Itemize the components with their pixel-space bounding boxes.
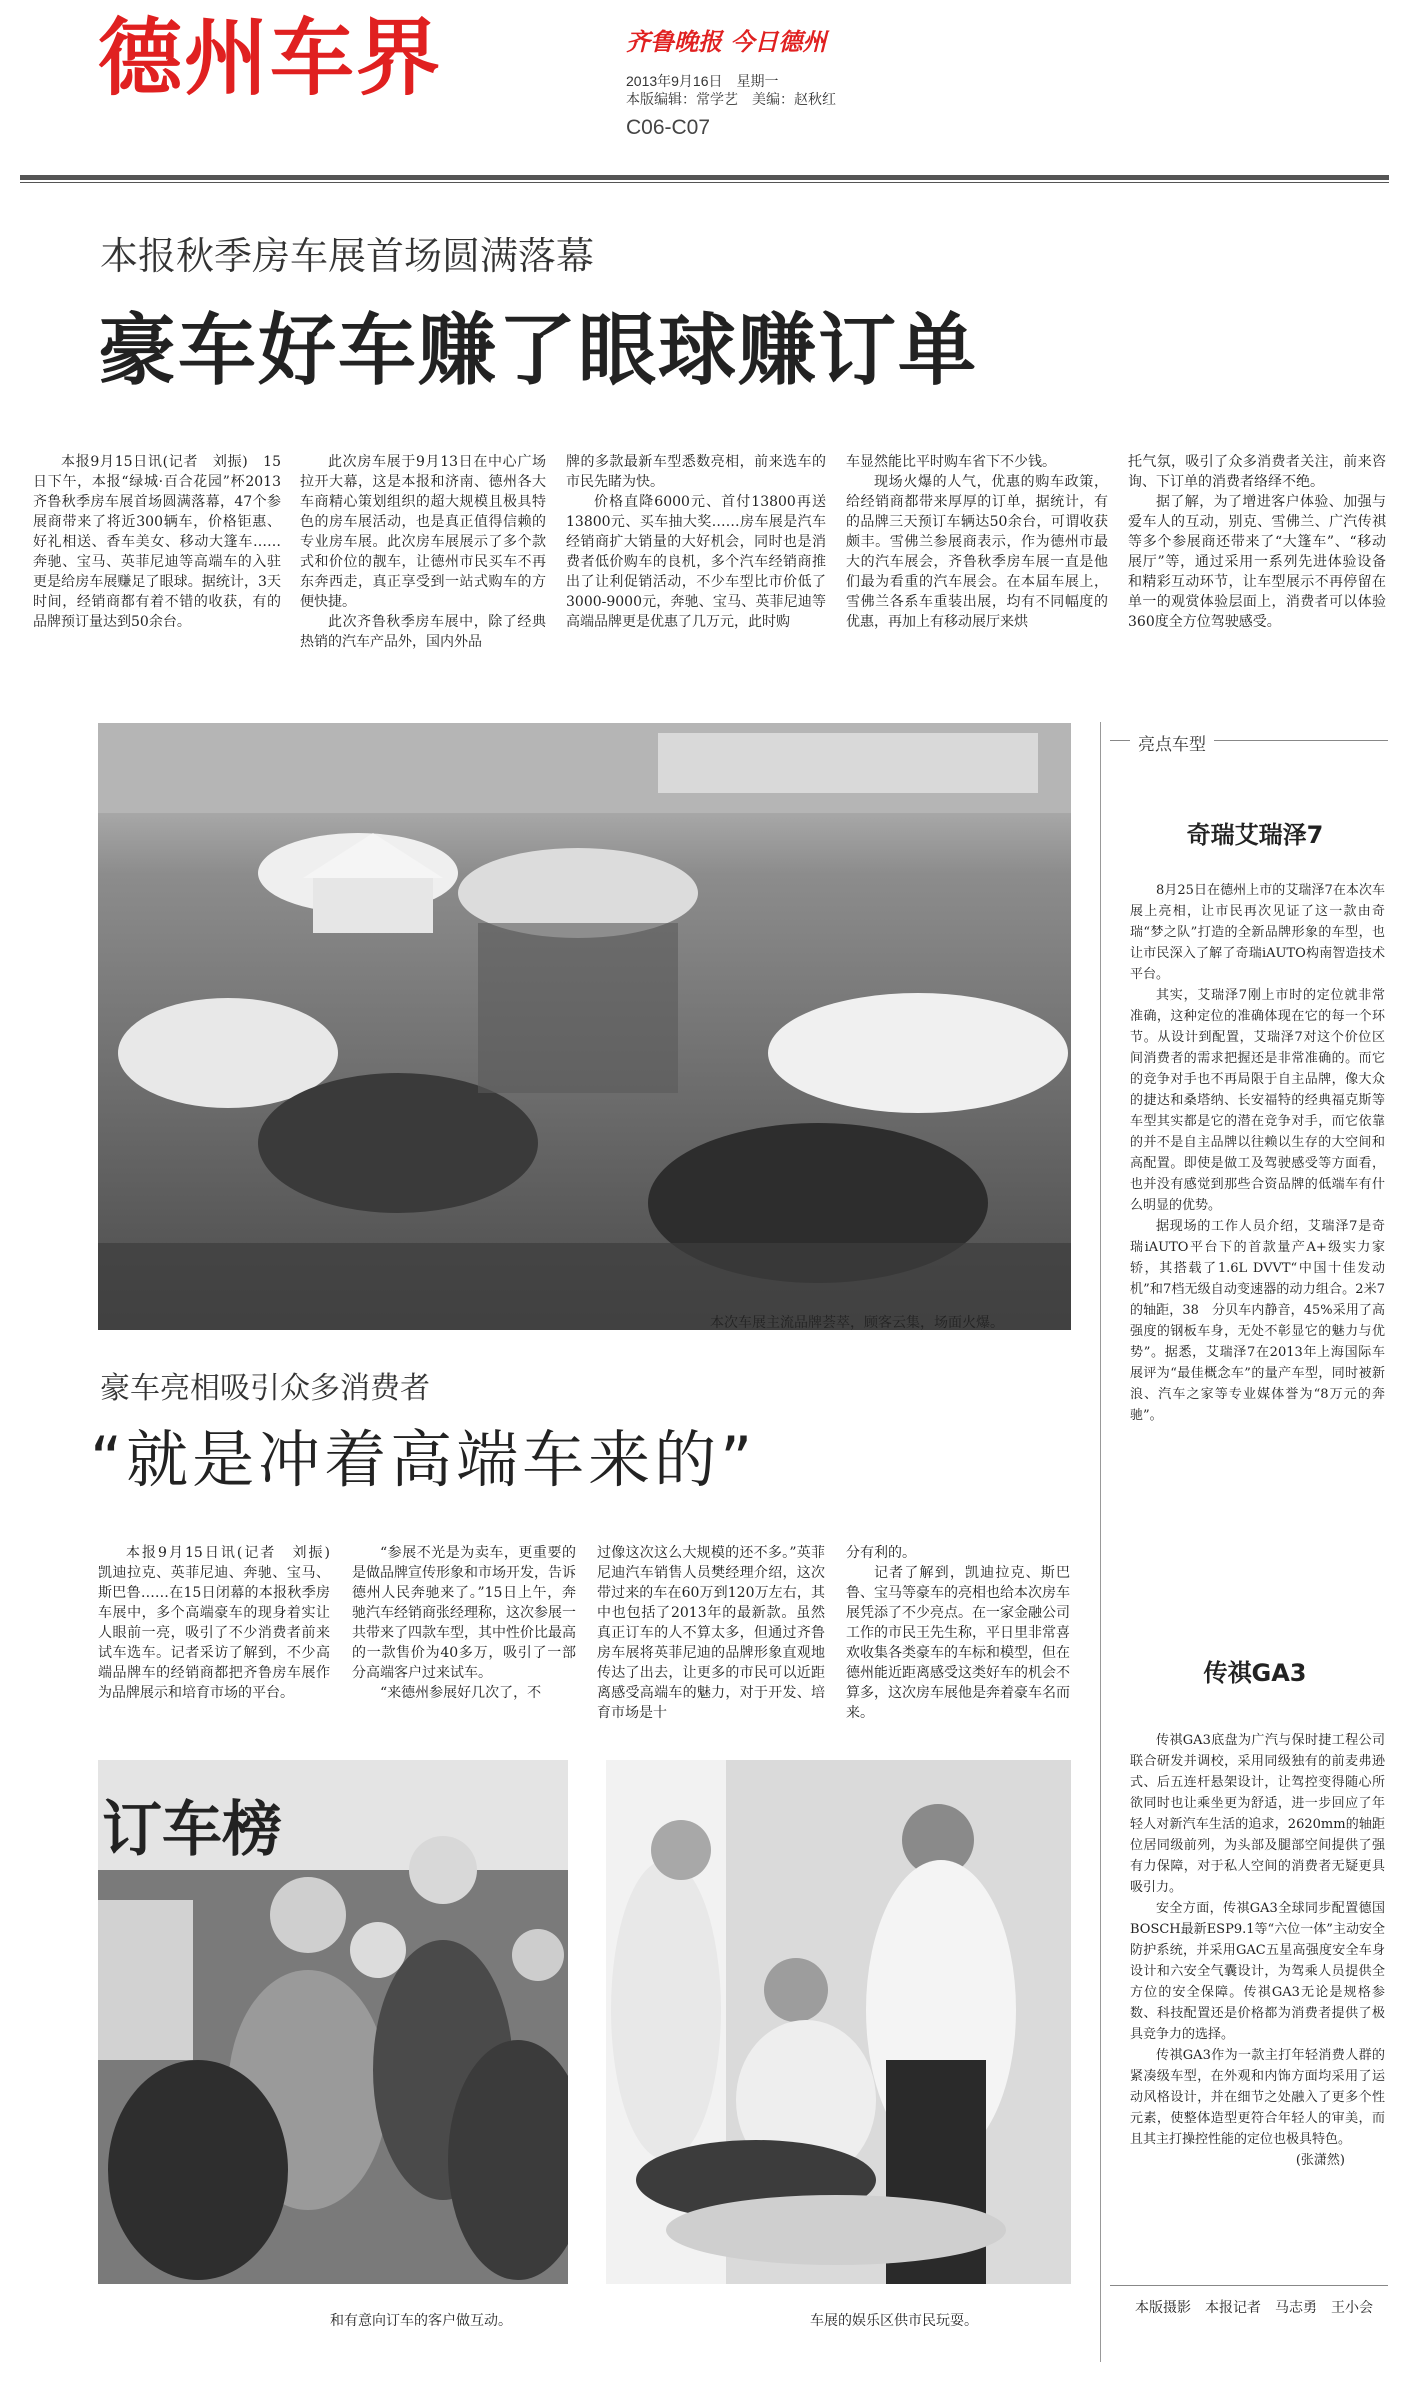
lead-column-3 <box>566 452 826 632</box>
lead-kicker: 本报秋季房车展首场圆满落幕 <box>100 234 595 278</box>
lead-column-5 <box>1128 452 1386 632</box>
second-column-4 <box>846 1543 1070 1723</box>
lead-col2-p2: 此次齐鲁秋季房车展中，除了经典热销的汽车产品外，国内外品 <box>300 614 546 650</box>
second-col4-p2: 记者了解到，凯迪拉克、斯巴鲁、宝马等豪车的亮相也给本次房车展凭添了不少亮点。在一家金融公司工作的市民王先生称，平日里非常喜欢收集各类豪车的车标和模型，但在德州能近距离感受这类好车的机会不算多，这次房车展他是奔着豪车名而来。 <box>846 1565 1070 1721</box>
second-col3-p1: 过像这次这么大规模的还不多。”英菲尼迪汽车销售人员樊经理介绍，这次带过来的车在60万到120万左右，其中也包括了2013年的最新款。虽然真正订车的人不算太多，但通过齐鲁房车展将英菲尼迪的品牌形象直观地传达了出去，让更多的市民可以近距离感受高端车的魅力，对于开发、培育市场是十 <box>597 1545 825 1721</box>
lead-headline: 豪车好车赚了眼球赚订单 <box>98 306 979 396</box>
car1-p3: 据现场的工作人员介绍，艾瑞泽7是奇瑞iAUTO平台下的首款量产A+级实力家轿，其搭载了1.6L DVVT“中国十佳发动机”和7档无级自动变速器的动力组合。2米7的轴距，38 分贝车内静音，45%采用了高强度的钢板车身，无处不彰显它的魅力与优势”。据悉，艾瑞泽7在2013年上海国际车展评为“最佳概念车”的量产车型，同时被新浪、汽车之家等专业媒体誉为“8万元的奔驰”。 <box>1130 1219 1385 1423</box>
entertainment-area-photo-graphic <box>606 1760 1071 2284</box>
lead-col5-p2: 据了解，为了增进客户体验、加强与爱车人的互动，别克、雪佛兰、广汽传祺等多个参展商还带来了“大篷车”、“移动展厅”等，通过采用一系列先进体验设备和精彩互动环节，让车型展示不再停留在单一的观赏体验层面上，消费者可以体验360度全方位驾驶感受。 <box>1128 494 1386 630</box>
photo-credit: 本版摄影 本报记者 马志勇 王小会 <box>1135 2300 1373 2316</box>
issue-date: 2013年9月16日 星期一 <box>626 73 779 89</box>
lead-col1-p1: 本报9月15日讯(记者 刘振) 15日下午，本报“绿城·百合花园”杯2013齐鲁秋季房车展首场圆满落幕，47个参展商带来了将近300辆车，价格钜惠、好礼相送、香车美女、移动大篷车……奔驰、宝马、英菲尼迪等高端车的入驻更是给房车展赚足了眼球。据统计，3天时间，经销商都有着不错的收获，有的品牌预订量达到50余台。 <box>33 454 281 630</box>
lead-col3-p2: 价格直降6000元、首付13800再送13800元、买车抽大奖……房车展是汽车经销商扩大销量的大好机会，同时也是消费者低价购车的良机，多个汽车经销商推出了让利促销活动，不少车型比市价低了3000-9000元，奔驰、宝马、英菲尼迪等高端品牌更是优惠了几万元，此时购 <box>566 494 826 630</box>
second-col1-p1: 本报9月15日讯(记者 刘振) 凯迪拉克、英菲尼迪、奔驰、宝马、斯巴鲁……在15日闭幕的本报秋季房车展中，多个高端豪车的现身着实让人眼前一亮，吸引了不少消费者前来试车选车。记者采访了解到，不少高端品牌车的经销商都把齐鲁房车展作为品牌展示和培育市场的平台。 <box>98 1545 344 1701</box>
right-photo-caption: 车展的娱乐区供市民玩耍。 <box>810 2313 978 2329</box>
lead-photo-caption: 本次车展主流品牌荟萃，顾客云集，场面火爆。 <box>710 1315 1004 1331</box>
header-rule-thin <box>20 182 1389 183</box>
car2-byline: (张潇然) <box>1295 2153 1345 2168</box>
sidebar-car1-body <box>1130 880 1385 1426</box>
second-col4-p1: 分有利的。 <box>846 1545 916 1561</box>
issue-editors: 本版编辑：常学艺 美编：赵秋红 <box>626 91 836 107</box>
sidebar-car1-title: 奇瑞艾瑞泽7 <box>1186 821 1324 849</box>
sidebar-divider <box>1100 722 1101 2362</box>
car2-p3: 传祺GA3作为一款主打年轻消费人群的紧凑级车型，在外观和内饰方面均采用了运动风格设计，并在细节之处融入了更多个性元素，使整体造型更符合年轻人的审美，而且其主打操控性能的定位也极具特色。 <box>1130 2048 1385 2147</box>
customer-interaction-photo <box>98 1760 568 2284</box>
second-col2-p2: “来德州参展好几次了，不 <box>380 1685 542 1701</box>
lead-column-4 <box>846 452 1108 632</box>
carshow-crowd-photo-graphic <box>98 723 1071 1330</box>
second-kicker: 豪车亮相吸引众多消费者 <box>100 1371 430 1406</box>
issue-meta <box>626 72 836 108</box>
sidebar-section-label: 亮点车型 <box>1130 730 1214 755</box>
car1-p1: 8月25日在德州上市的艾瑞泽7在本次车展上亮相，让市民再次见证了这一款由奇瑞“梦之队”打造的全新品牌形象的车型，也让市民深入了解了奇瑞iAUTO构南智造技术平台。 <box>1130 883 1385 982</box>
lead-col4-p1: 车显然能比平时购车省下不少钱。 <box>846 454 1056 470</box>
lead-column-2 <box>300 452 546 652</box>
entertainment-area-photo <box>606 1760 1071 2284</box>
lead-col2-p1: 此次房车展于9月13日在中心广场拉开大幕，这是本报和济南、德州各大车商精心策划组织的超大规模且极具特色的房车展活动，也是真正值得信赖的专业房车展。此次房车展展示了多个款式和价位的靓车，让德州市民买车不再东奔西走，真正享受到一站式购车的方便快捷。 <box>300 454 546 610</box>
carshow-crowd-photo <box>98 723 1071 1330</box>
second-column-3 <box>597 1543 825 1723</box>
lead-col4-p2: 现场火爆的人气，优惠的购车政策，给经销商都带来厚厚的订单，据统计，有的品牌三天预订车辆达50余台，可谓收获颇丰。雪佛兰参展商表示，作为德州市最大的汽车展会，齐鲁秋季房车展一直是他们最为看重的汽车展会。在本届车展上，雪佛兰各系车重装出展，均有不同幅度的优惠，再加上有移动展厅来烘 <box>846 474 1108 630</box>
car2-p2: 安全方面，传祺GA3全球同步配置德国BOSCH最新ESP9.1等“六位一体”主动安全防护系统，并采用GAC五星高强度安全车身设计和六安全气囊设计，为驾乘人员提供全方位的安全保障。传祺GA3无论是规格参数、科技配置还是价格都为消费者提供了极具竞争力的选择。 <box>1130 1901 1385 2042</box>
second-column-2 <box>352 1543 576 1703</box>
car2-p1: 传祺GA3底盘为广汽与保时捷工程公司联合研发并调校，采用同级独有的前麦弗逊式、后五连杆悬架设计，让驾控变得随心所欲同时也让乘坐更为舒适，进一步回应了年轻人对新汽车生活的追求，2620mm的轴距位居同级前列，为头部及腿部空间提供了强有力保障，对于私人空间的消费者无疑更具吸引力。 <box>1130 1733 1385 1895</box>
page-range: C06-C07 <box>626 116 711 139</box>
sidebar-car2-title: 传祺GA3 <box>1203 1659 1307 1687</box>
lead-col3-p1: 牌的多款最新车型悉数亮相，前来选车的市民先睹为快。 <box>566 454 826 490</box>
second-col2-p1: “参展不光是为卖车，更重要的是做品牌宣传形象和市场开发，告诉德州人民奔驰来了。”15日上午，奔驰汽车经销商张经理称，这次参展一共带来了四款车型，其中性价比最高的一款售价为40多万，吸引了一部分高端客户过来试车。 <box>352 1545 576 1681</box>
header-rule <box>20 175 1389 180</box>
second-column-1 <box>98 1543 344 1703</box>
sidebar-car2-body <box>1130 1730 1385 2171</box>
order-board-sign: 订车榜 <box>102 1795 282 1865</box>
masthead-title: 德州车界 <box>98 9 443 107</box>
paper-logo: 齐鲁晚报 今日德州 <box>626 27 827 56</box>
second-headline: “就是冲着高端车来的” <box>90 1423 757 1496</box>
car1-p2: 其实，艾瑞泽7刚上市时的定位就非常准确，这种定位的准确体现在它的每一个环节。从设计到配置，艾瑞泽7对这个价位区间消费者的需求把握还是非常准确的。而它的竞争对手也不再局限于自主品牌，像大众的捷达和桑塔纳、长安福特的经典福克斯等车型其实都是它的潜在竞争对手，而它依靠的并不是自主品牌以往赖以生存的大空间和高配置。即使是做工及驾驶感受等方面看，也并没有感觉到那些合资品牌的低端车有什么明显的优势。 <box>1130 988 1385 1213</box>
sidebar-bottom-rule <box>1110 2285 1388 2286</box>
lead-col5-p1: 托气氛，吸引了众多消费者关注，前来咨询、下订单的消费者络绎不绝。 <box>1128 454 1386 490</box>
lead-column-1 <box>33 452 281 632</box>
left-photo-caption: 和有意向订车的客户做互动。 <box>330 2313 512 2329</box>
